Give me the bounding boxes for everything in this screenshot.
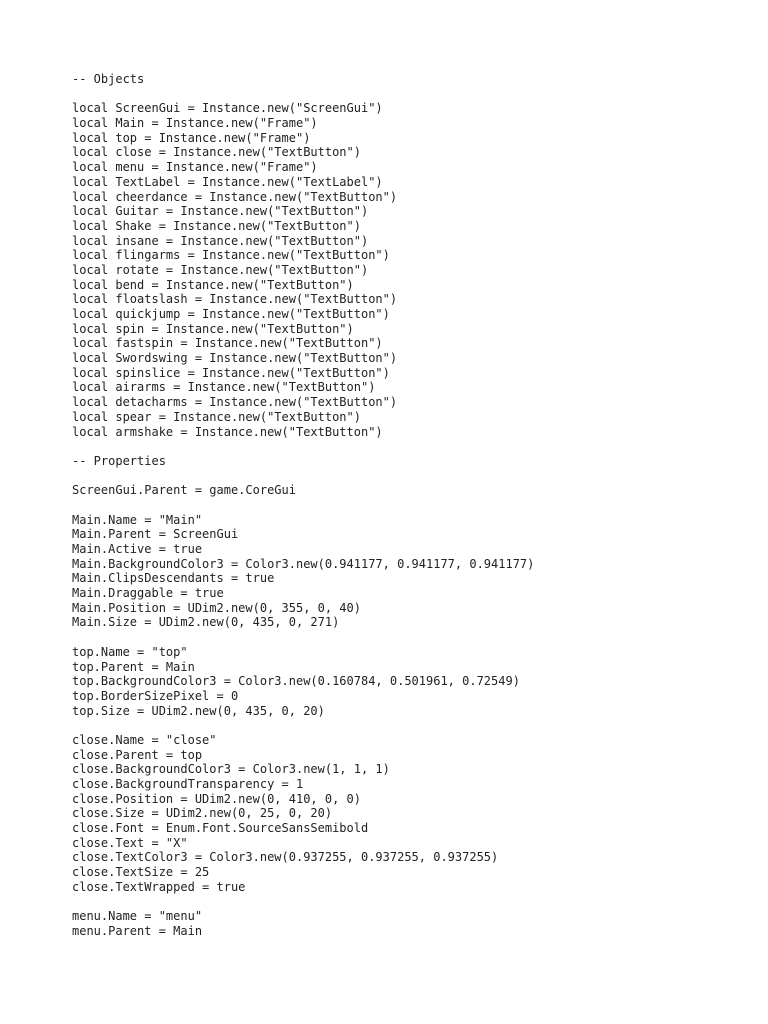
code-line: close.Name = "close"	[72, 732, 217, 747]
code-line: local spin = Instance.new("TextButton")	[72, 321, 354, 336]
code-line: close.TextSize = 25	[72, 865, 210, 880]
code-line: local quickjump = Instance.new("TextButton")	[72, 307, 390, 321]
code-line: top.BorderSizePixel = 0	[72, 688, 239, 703]
code-line: close.Font = Enum.Font.SourceSansSemibold	[72, 821, 369, 836]
code-line: local spinslice = Instance.new("TextButton")	[72, 365, 390, 380]
code-line: -- Properties	[72, 453, 166, 468]
code-line: Main.ClipsDescendants = true	[72, 571, 275, 586]
code-line: Main.Parent = ScreenGui	[72, 527, 239, 542]
code-line: ScreenGui.Parent = game.CoreGui	[72, 483, 296, 498]
code-line: close.BackgroundColor3 = Color3.new(1, 1, 1)	[72, 762, 390, 777]
code-line: Main.Active = true	[72, 542, 203, 556]
code-line	[72, 439, 534, 454]
code-line: local fastspin = Instance.new("TextButton")	[72, 336, 383, 351]
code-line: Main.Name = "Main"	[72, 512, 203, 527]
code-line: close.Size = UDim2.new(0, 25, 0, 20)	[72, 806, 333, 821]
code-block	[72, 72, 534, 939]
code-line: Main.Size = UDim2.new(0, 435, 0, 271)	[72, 615, 340, 630]
code-line: close.Parent = top	[72, 747, 203, 762]
code-line: menu.Parent = Main	[72, 923, 203, 938]
code-line: local flingarms = Instance.new("TextButton")	[72, 248, 390, 263]
code-line	[72, 895, 534, 910]
code-line: close.Text = "X"	[72, 835, 188, 850]
code-line: menu.Name = "menu"	[72, 909, 203, 924]
code-line: -- Objects	[72, 72, 145, 86]
code-line: close.Position = UDim2.new(0, 410, 0, 0)	[72, 791, 361, 806]
code-line: local cheerdance = Instance.new("TextButton")	[72, 189, 398, 204]
code-line: local Main = Instance.new("Frame")	[72, 116, 318, 131]
code-line: local menu = Instance.new("Frame")	[72, 160, 318, 175]
code-line: local spear = Instance.new("TextButton")	[72, 409, 361, 424]
code-line: close.TextWrapped = true	[72, 879, 246, 894]
code-line: local close = Instance.new("TextButton")	[72, 145, 361, 160]
code-line: top.Parent = Main	[72, 659, 195, 674]
code-line: close.TextColor3 = Color3.new(0.937255, 0.937255, 0.937255)	[72, 850, 499, 865]
code-line: local Shake = Instance.new("TextButton")	[72, 218, 361, 233]
code-line: Main.Draggable = true	[72, 586, 224, 601]
code-line: local bend = Instance.new("TextButton")	[72, 277, 354, 292]
code-line: local detacharms = Instance.new("TextButton")	[72, 395, 398, 410]
code-line	[72, 498, 534, 513]
code-line: local top = Instance.new("Frame")	[72, 130, 311, 145]
code-line: Main.Position = UDim2.new(0, 355, 0, 40)	[72, 600, 361, 615]
code-line: local Swordswing = Instance.new("TextButton")	[72, 351, 398, 366]
code-line: local rotate = Instance.new("TextButton")	[72, 262, 369, 277]
code-line: local Guitar = Instance.new("TextButton")	[72, 204, 369, 219]
code-line: close.BackgroundTransparency = 1	[72, 777, 304, 791]
code-line: local airarms = Instance.new("TextButton")	[72, 380, 376, 395]
code-line	[72, 469, 534, 484]
code-line: local TextLabel = Instance.new("TextLabel")	[72, 174, 383, 189]
code-line: Main.BackgroundColor3 = Color3.new(0.941177, 0.941177, 0.941177)	[72, 556, 535, 571]
code-line: top.Name = "top"	[72, 644, 188, 659]
code-line: top.BackgroundColor3 = Color3.new(0.160784, 0.501961, 0.72549)	[72, 674, 520, 689]
code-line: local floatslash = Instance.new("TextButton")	[72, 292, 398, 307]
code-line	[72, 630, 534, 645]
code-line	[72, 718, 534, 733]
code-line: top.Size = UDim2.new(0, 435, 0, 20)	[72, 703, 325, 718]
code-line: local insane = Instance.new("TextButton")	[72, 233, 369, 248]
code-line: local ScreenGui = Instance.new("ScreenGui")	[72, 101, 383, 116]
code-line: local armshake = Instance.new("TextButton")	[72, 424, 383, 439]
code-line	[72, 87, 534, 102]
